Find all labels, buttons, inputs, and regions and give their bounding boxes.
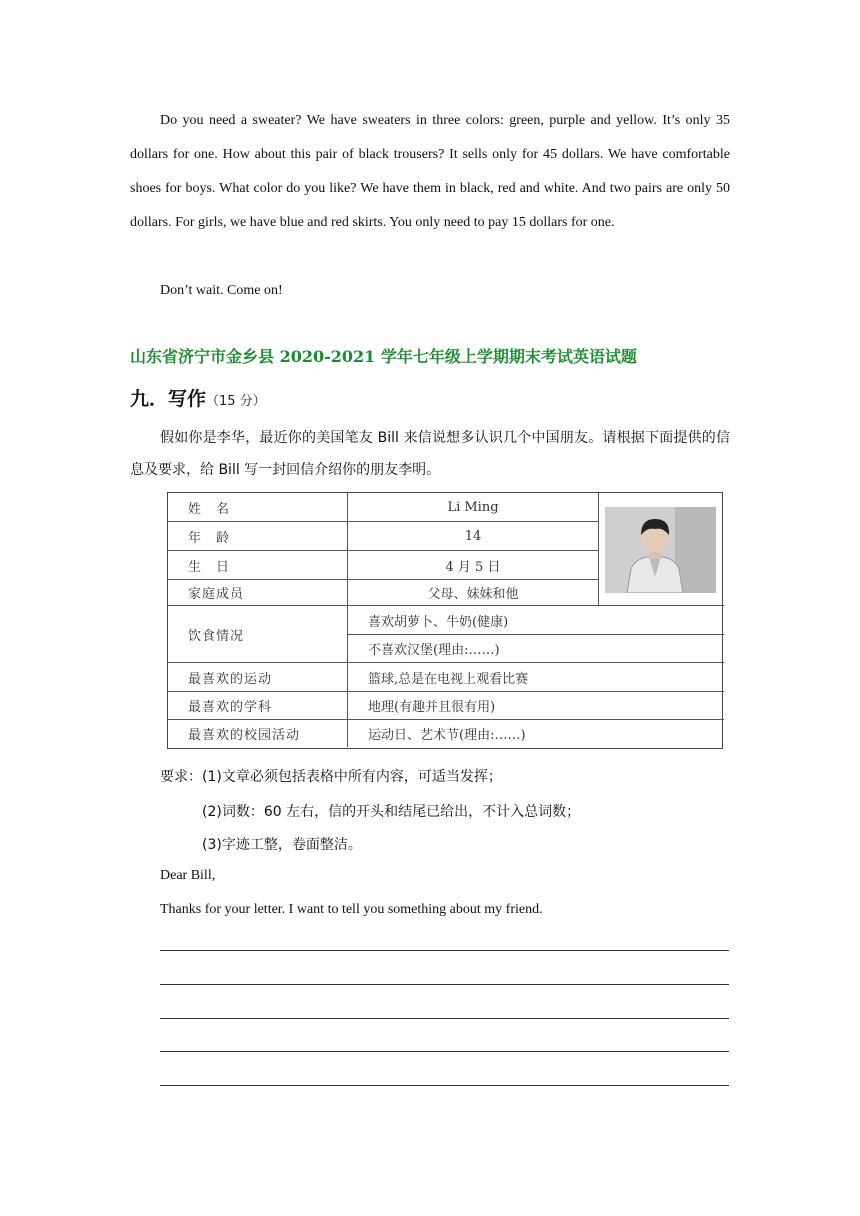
info-table: [167, 492, 723, 749]
writing-line[interactable]: [160, 1051, 729, 1052]
writing-line[interactable]: [160, 950, 729, 951]
writing-line[interactable]: [160, 1018, 729, 1019]
requirement-3: (3)字迹工整，卷面整洁。: [202, 837, 362, 853]
table-value-diet-dislikes: 不喜欢汉堡(理由:……): [348, 635, 724, 663]
reading-paragraph-2: Don’t wait. Come on!: [160, 283, 283, 298]
table-label-age: 年 龄: [168, 522, 348, 551]
table-label-birthday: 生 日: [168, 551, 348, 580]
reading-paragraph-1: Do you need a sweater? We have sweaters in three colors: green, purple and yellow. It’s only 35 dollars for one. How about this pair of black trousers? It sells only for 45 dollars. We have comfortable shoes for boys. What color do you like? We have them in black, red and white. And two pairs are only 50 dollars. For girls, we have blue and red skirts. You only need to pay 15 dollars for one.: [130, 113, 730, 230]
exam-title: 山东省济宁市金乡县 2020-2021 学年七年级上学期期末考试英语试题: [130, 347, 637, 366]
section-heading: [130, 384, 266, 411]
section-score: （15 分）: [206, 394, 266, 409]
table-value-activity: 运动日、艺术节(理由:……): [368, 728, 526, 743]
table-label-diet: 饮食情况: [168, 606, 348, 663]
student-photo: [605, 507, 716, 593]
table-value-birthday: 4 月 5 日: [348, 551, 599, 580]
writing-line[interactable]: [160, 1085, 729, 1086]
letter-greeting: Dear Bill,: [160, 868, 216, 883]
table-value-age: 14: [348, 522, 599, 551]
person-silhouette-icon: [605, 507, 716, 593]
table-value-family: 父母、妹妹和他: [348, 580, 599, 606]
table-label-sport: 最喜欢的运动: [168, 663, 348, 692]
writing-prompt: 假如你是李华，最近你的美国笔友 Bill 来信说想多认识几个中国朋友。请根据下面提供的信息及要求，给 Bill 写一封回信介绍你的朋友李明。: [130, 430, 730, 478]
requirement-1-text: (1)文章必须包括表格中所有内容，可适当发挥；: [202, 769, 502, 785]
requirement-1: [160, 766, 502, 786]
table-value-sport: 篮球,总是在电视上观看比赛: [348, 663, 724, 692]
table-value-diet-likes: 喜欢胡萝卜、牛奶(健康): [348, 606, 724, 635]
requirement-2: (2)词数：60 左右，信的开头和结尾已给出，不计入总词数；: [202, 804, 581, 820]
table-label-activity: 最喜欢的校园活动: [168, 720, 348, 747]
requirements-intro: 要求：: [160, 769, 202, 785]
letter-opening: Thanks for your letter. I want to tell you something about my friend.: [160, 902, 543, 917]
table-label-name: 姓 名: [168, 493, 348, 522]
table-label-subject: 最喜欢的学科: [168, 692, 348, 720]
table-label-family: 家庭成员: [168, 580, 348, 606]
table-value-name: Li Ming: [348, 493, 599, 522]
section-heading-label: 九．写作: [130, 388, 207, 410]
writing-line[interactable]: [160, 984, 729, 985]
table-value-subject: 地理(有趣并且很有用): [348, 692, 724, 720]
